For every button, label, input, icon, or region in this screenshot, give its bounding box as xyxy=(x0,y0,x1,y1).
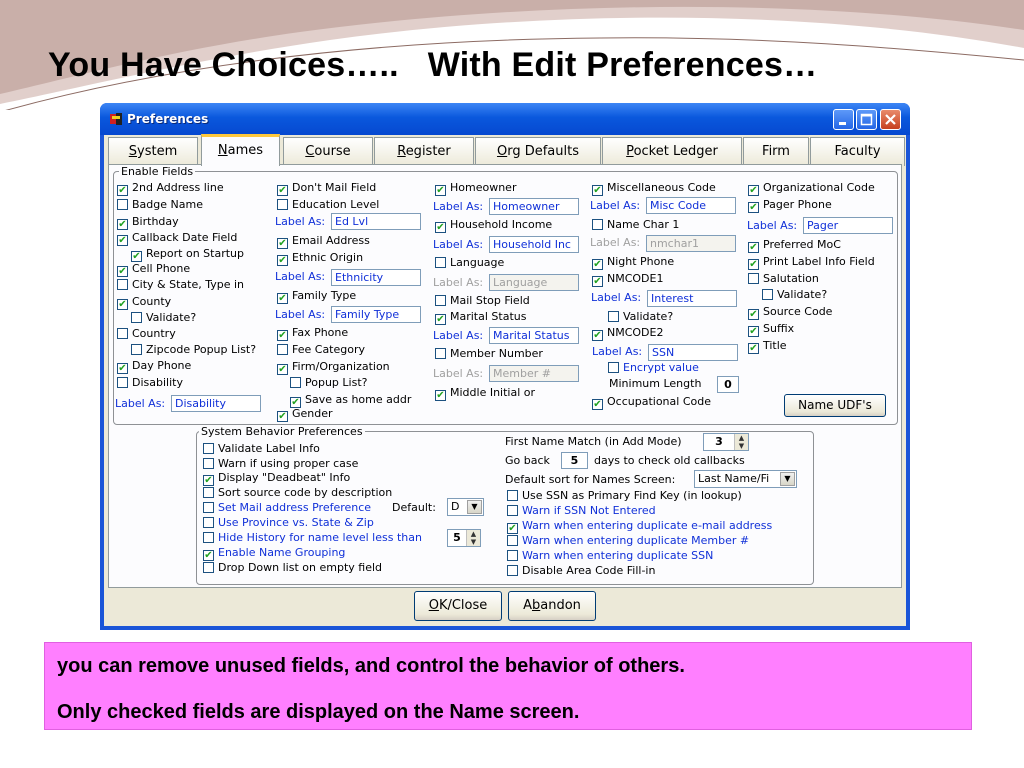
go-back-label: Go back xyxy=(505,454,550,467)
checkbox-icon xyxy=(117,199,128,210)
checkbox-icon: ✔ xyxy=(278,238,287,249)
checkbox-icon xyxy=(435,348,446,359)
hide-history-spinner[interactable]: 5 ▲ ▼ xyxy=(447,529,481,547)
checkbox-icon xyxy=(748,273,759,284)
checkbox-warn-duplicate-email[interactable]: ✔ Warn when entering duplicate e-mail address xyxy=(508,519,773,534)
checkbox-ethnic-origin[interactable]: ✔ Ethnic Origin xyxy=(278,251,364,266)
checkbox-icon xyxy=(203,502,214,513)
checkbox-icon: ✔ xyxy=(278,364,287,375)
window-title: Preferences xyxy=(127,112,209,126)
checkbox-middle-initial[interactable]: ✔ Middle Initial or xyxy=(436,386,536,401)
checkbox-icon: ✔ xyxy=(118,266,127,277)
checkbox-2nd-address-line[interactable]: ✔ 2nd Address line xyxy=(118,181,224,196)
family-label-input[interactable]: Family Type xyxy=(331,306,421,323)
family-label-as: Label As: xyxy=(275,308,326,321)
disability-label-input[interactable]: Disability xyxy=(171,395,261,412)
caption-line-2: Only checked fields are displayed on the Name screen. xyxy=(57,701,580,723)
checkbox-homeowner[interactable]: ✔ Homeowner xyxy=(436,181,517,196)
checkbox-source-code[interactable]: ✔ Source Code xyxy=(749,305,833,320)
app-icon xyxy=(109,112,123,126)
checkbox-icon xyxy=(608,362,619,373)
checkbox-pager-phone[interactable]: ✔ Pager Phone xyxy=(749,198,832,213)
checkbox-night-phone[interactable]: ✔ Night Phone xyxy=(593,255,675,270)
checkbox-icon: ✔ xyxy=(278,185,287,196)
checkbox-encrypt-value[interactable]: Encrypt value xyxy=(608,361,699,375)
checkbox-icon xyxy=(507,505,518,516)
go-back-suffix: days to check old callbacks xyxy=(594,454,745,467)
checkbox-icon: ✔ xyxy=(749,185,758,196)
checkbox-icon xyxy=(507,550,518,561)
checkbox-icon xyxy=(277,344,288,355)
ok-close-button[interactable]: OK/Close xyxy=(414,591,502,621)
minimize-icon xyxy=(834,110,853,129)
checkbox-icon xyxy=(608,311,619,322)
checkbox-icon: ✔ xyxy=(436,314,445,325)
checkbox-name-char-1[interactable]: Name Char 1 xyxy=(592,218,679,232)
checkbox-country[interactable]: Country xyxy=(117,327,176,341)
checkbox-sort-source-code[interactable]: Sort source code by description xyxy=(203,486,392,500)
system-behavior-label: System Behavior Preferences xyxy=(201,425,363,438)
maximize-icon xyxy=(857,110,876,129)
pager-label-as: Label As: xyxy=(747,219,798,232)
checkbox-icon: ✔ xyxy=(749,343,758,354)
homeowner-label-as: Label As: xyxy=(433,200,484,213)
checkbox-disable-area-code[interactable]: Disable Area Code Fill-in xyxy=(507,564,655,578)
checkbox-display-deadbeat[interactable]: ✔ Display "Deadbeat" Info xyxy=(204,471,351,486)
checkbox-icon: ✔ xyxy=(593,259,602,270)
checkbox-icon: ✔ xyxy=(593,330,602,341)
income-label-input[interactable]: Household Inc xyxy=(489,236,579,253)
checkbox-family-type[interactable]: ✔ Family Type xyxy=(278,289,357,304)
checkbox-member-number[interactable]: Member Number xyxy=(435,347,543,361)
checkbox-use-province[interactable]: Use Province vs. State & Zip xyxy=(203,516,374,530)
checkbox-gender[interactable]: ✔ Gender xyxy=(278,407,333,422)
checkbox-nmcode1[interactable]: ✔ NMCODE1 xyxy=(593,272,664,287)
checkbox-county[interactable]: ✔ County xyxy=(118,295,172,310)
namechar-label-as: Label As: xyxy=(590,236,641,249)
checkbox-icon xyxy=(203,532,214,543)
checkbox-icon xyxy=(507,565,518,576)
spinner-arrows-icon: ▲ ▼ xyxy=(466,530,480,546)
income-label-as: Label As: xyxy=(433,238,484,251)
checkbox-icon xyxy=(435,295,446,306)
first-name-match-label: First Name Match (in Add Mode) xyxy=(505,435,682,448)
chevron-down-icon: ▼ xyxy=(467,500,482,514)
checkbox-fee-category[interactable]: Fee Category xyxy=(277,343,365,357)
checkbox-report-on-startup[interactable]: ✔ Report on Startup xyxy=(132,247,244,262)
checkbox-icon: ✔ xyxy=(278,293,287,304)
checkbox-icon: ✔ xyxy=(118,299,127,310)
checkbox-icon: ✔ xyxy=(291,397,300,408)
checkbox-icon: ✔ xyxy=(118,185,127,196)
checkbox-suffix[interactable]: ✔ Suffix xyxy=(749,322,795,337)
checkbox-nmcode1-validate[interactable]: Validate? xyxy=(608,310,673,324)
maximize-button[interactable] xyxy=(856,109,877,130)
language-label-input[interactable]: Language xyxy=(489,274,579,291)
checkbox-warn-duplicate-ssn[interactable]: Warn when entering duplicate SSN xyxy=(507,549,713,563)
checkbox-birthday[interactable]: ✔ Birthday xyxy=(118,215,179,230)
default-sort-select[interactable]: Last Name/Fi ▼ xyxy=(694,470,797,488)
default-sort-label: Default sort for Names Screen: xyxy=(505,473,676,486)
checkbox-nmcode2[interactable]: ✔ NMCODE2 xyxy=(593,326,664,341)
nmcode2-label-as: Label As: xyxy=(592,345,643,358)
namechar-label-input[interactable]: nmchar1 xyxy=(646,235,736,252)
checkbox-email-address[interactable]: ✔ Email Address xyxy=(278,234,370,249)
misc-label-as: Label As: xyxy=(590,199,641,212)
language-label-as: Label As: xyxy=(433,276,484,289)
checkbox-badge-name[interactable]: Badge Name xyxy=(117,198,203,212)
checkbox-icon: ✔ xyxy=(749,259,758,270)
checkbox-icon: ✔ xyxy=(118,363,127,374)
homeowner-label-input[interactable]: Homeowner xyxy=(489,198,579,215)
checkbox-salutation-validate[interactable]: Validate? xyxy=(762,288,827,302)
checkbox-icon: ✔ xyxy=(593,276,602,287)
checkbox-icon xyxy=(117,279,128,290)
checkbox-city-state[interactable]: City & State, Type in xyxy=(117,278,244,292)
checkbox-warn-duplicate-member[interactable]: Warn when entering duplicate Member # xyxy=(507,534,749,548)
checkbox-icon xyxy=(277,199,288,210)
checkbox-icon xyxy=(762,289,773,300)
ethnic-label-as: Label As: xyxy=(275,270,326,283)
checkbox-icon xyxy=(117,377,128,388)
checkbox-icon xyxy=(117,328,128,339)
checkbox-icon xyxy=(131,344,142,355)
tab-names[interactable]: Names xyxy=(201,134,280,166)
member-label-input[interactable]: Member # xyxy=(489,365,579,382)
nmcode1-label-as: Label As: xyxy=(591,291,642,304)
checkbox-firm-organization[interactable]: ✔ Firm/Organization xyxy=(278,360,390,375)
misc-label-input[interactable]: Misc Code xyxy=(646,197,736,214)
title-bar[interactable] xyxy=(100,103,910,135)
checkbox-occupational-code[interactable]: ✔ Occupational Code xyxy=(593,395,711,410)
checkbox-icon: ✔ xyxy=(204,475,213,486)
checkbox-warn-proper-case[interactable]: Warn if using proper case xyxy=(203,457,358,471)
default-mail-select[interactable]: D ▼ xyxy=(447,498,484,516)
caption-box xyxy=(44,642,972,730)
checkbox-save-as-home-addr[interactable]: ✔ Save as home addr xyxy=(291,393,412,408)
checkbox-icon: ✔ xyxy=(749,202,758,213)
tab-org-defaults[interactable]: Org Defaults xyxy=(475,137,601,166)
checkbox-icon: ✔ xyxy=(749,326,758,337)
checkbox-set-mail-address-pref[interactable]: Set Mail address Preference xyxy=(203,501,371,515)
checkbox-salutation[interactable]: Salutation xyxy=(748,272,819,286)
checkbox-mail-stop-field[interactable]: Mail Stop Field xyxy=(435,294,530,308)
abandon-button[interactable]: Abandon xyxy=(508,591,596,621)
checkbox-miscellaneous-code[interactable]: ✔ Miscellaneous Code xyxy=(593,181,716,196)
go-back-input[interactable]: 5 xyxy=(561,452,588,469)
close-icon xyxy=(881,110,900,129)
checkbox-household-income[interactable]: ✔ Household Income xyxy=(436,218,553,233)
checkbox-icon: ✔ xyxy=(436,185,445,196)
checkbox-county-validate[interactable]: Validate? xyxy=(131,311,196,325)
checkbox-icon xyxy=(435,257,446,268)
name-udfs-button[interactable]: Name UDF's xyxy=(784,394,886,417)
pager-label-input[interactable]: Pager xyxy=(803,217,893,234)
checkbox-icon: ✔ xyxy=(508,523,517,534)
enable-fields-label: Enable Fields xyxy=(121,165,194,178)
checkbox-icon: ✔ xyxy=(278,255,287,266)
tab-register[interactable]: Register xyxy=(374,137,474,166)
checkbox-icon: ✔ xyxy=(204,550,213,561)
education-label-as: Label As: xyxy=(275,215,326,228)
checkbox-day-phone[interactable]: ✔ Day Phone xyxy=(118,359,192,374)
checkbox-icon: ✔ xyxy=(132,251,141,262)
tab-course[interactable]: Course xyxy=(283,137,373,166)
checkbox-icon xyxy=(203,443,214,454)
checkbox-icon xyxy=(507,490,518,501)
marital-label-as: Label As: xyxy=(433,329,484,342)
minimum-length-input[interactable]: 0 xyxy=(717,376,739,393)
checkbox-zipcode-popup[interactable]: Zipcode Popup List? xyxy=(131,343,256,357)
checkbox-icon: ✔ xyxy=(118,219,127,230)
minimize-button[interactable] xyxy=(833,109,854,130)
close-button[interactable] xyxy=(880,109,901,130)
checkbox-icon: ✔ xyxy=(436,390,445,401)
nmcode1-label-input[interactable]: Interest xyxy=(647,290,737,307)
checkbox-icon: ✔ xyxy=(749,242,758,253)
checkbox-icon xyxy=(203,517,214,528)
checkbox-icon xyxy=(592,219,603,230)
checkbox-icon: ✔ xyxy=(593,399,602,410)
checkbox-enable-name-grouping[interactable]: ✔ Enable Name Grouping xyxy=(204,546,346,561)
checkbox-education-level[interactable]: Education Level xyxy=(277,198,379,212)
checkbox-validate-label-info[interactable]: Validate Label Info xyxy=(203,442,320,456)
minimum-length-label: Minimum Length xyxy=(609,377,702,390)
tab-pocket-ledger[interactable]: Pocket Ledger xyxy=(602,137,742,166)
checkbox-icon xyxy=(290,377,301,388)
member-label-as: Label As: xyxy=(433,367,484,380)
checkbox-callback-date-field[interactable]: ✔ Callback Date Field xyxy=(118,231,238,246)
tab-faculty[interactable]: Faculty xyxy=(810,137,905,166)
marital-label-input[interactable]: Marital Status xyxy=(489,327,579,344)
ethnic-label-input[interactable]: Ethnicity xyxy=(331,269,421,286)
checkbox-drop-down-empty[interactable]: Drop Down list on empty field xyxy=(203,561,382,575)
checkbox-hide-history[interactable]: Hide History for name level less than xyxy=(203,531,422,545)
checkbox-warn-ssn-not-entered[interactable]: Warn if SSN Not Entered xyxy=(507,504,656,518)
tab-firm[interactable]: Firm xyxy=(743,137,809,166)
checkbox-icon xyxy=(203,487,214,498)
caption-line-1: you can remove unused fields, and control the behavior of others. xyxy=(57,655,685,677)
checkbox-fax-phone[interactable]: ✔ Fax Phone xyxy=(278,326,349,341)
checkbox-print-label-info[interactable]: ✔ Print Label Info Field xyxy=(749,255,875,270)
tab-system[interactable]: System xyxy=(108,137,198,166)
checkbox-organizational-code[interactable]: ✔ Organizational Code xyxy=(749,181,875,196)
checkbox-icon: ✔ xyxy=(436,222,445,233)
checkbox-marital-status[interactable]: ✔ Marital Status xyxy=(436,310,527,325)
checkbox-use-ssn-primary[interactable]: Use SSN as Primary Find Key (in lookup) xyxy=(507,489,742,503)
checkbox-icon xyxy=(131,312,142,323)
checkbox-icon xyxy=(203,562,214,573)
checkbox-icon: ✔ xyxy=(278,411,287,422)
checkbox-dont-mail-field[interactable]: ✔ Don't Mail Field xyxy=(278,181,377,196)
checkbox-cell-phone[interactable]: ✔ Cell Phone xyxy=(118,262,191,277)
checkbox-preferred-moc[interactable]: ✔ Preferred MoC xyxy=(749,238,841,253)
checkbox-title[interactable]: ✔ Title xyxy=(749,339,787,354)
chevron-down-icon: ▼ xyxy=(780,472,795,486)
checkbox-icon: ✔ xyxy=(118,235,127,246)
nmcode2-label-input[interactable]: SSN xyxy=(648,344,738,361)
checkbox-icon: ✔ xyxy=(593,185,602,196)
spinner-arrows-icon: ▲ ▼ xyxy=(734,434,748,450)
checkbox-disability[interactable]: Disability xyxy=(117,376,183,390)
disability-label-as: Label As: xyxy=(115,397,166,410)
checkbox-popup-list[interactable]: Popup List? xyxy=(290,376,367,390)
checkbox-icon xyxy=(203,458,214,469)
default-label: Default: xyxy=(392,501,436,514)
slide-title: You Have Choices….. With Edit Preferences… xyxy=(48,46,818,84)
checkbox-icon: ✔ xyxy=(278,330,287,341)
first-name-match-spinner[interactable]: 3 ▲ ▼ xyxy=(703,433,749,451)
checkbox-icon: ✔ xyxy=(749,309,758,320)
education-label-input[interactable]: Ed Lvl xyxy=(331,213,421,230)
checkbox-icon xyxy=(507,535,518,546)
checkbox-language[interactable]: Language xyxy=(435,256,504,270)
